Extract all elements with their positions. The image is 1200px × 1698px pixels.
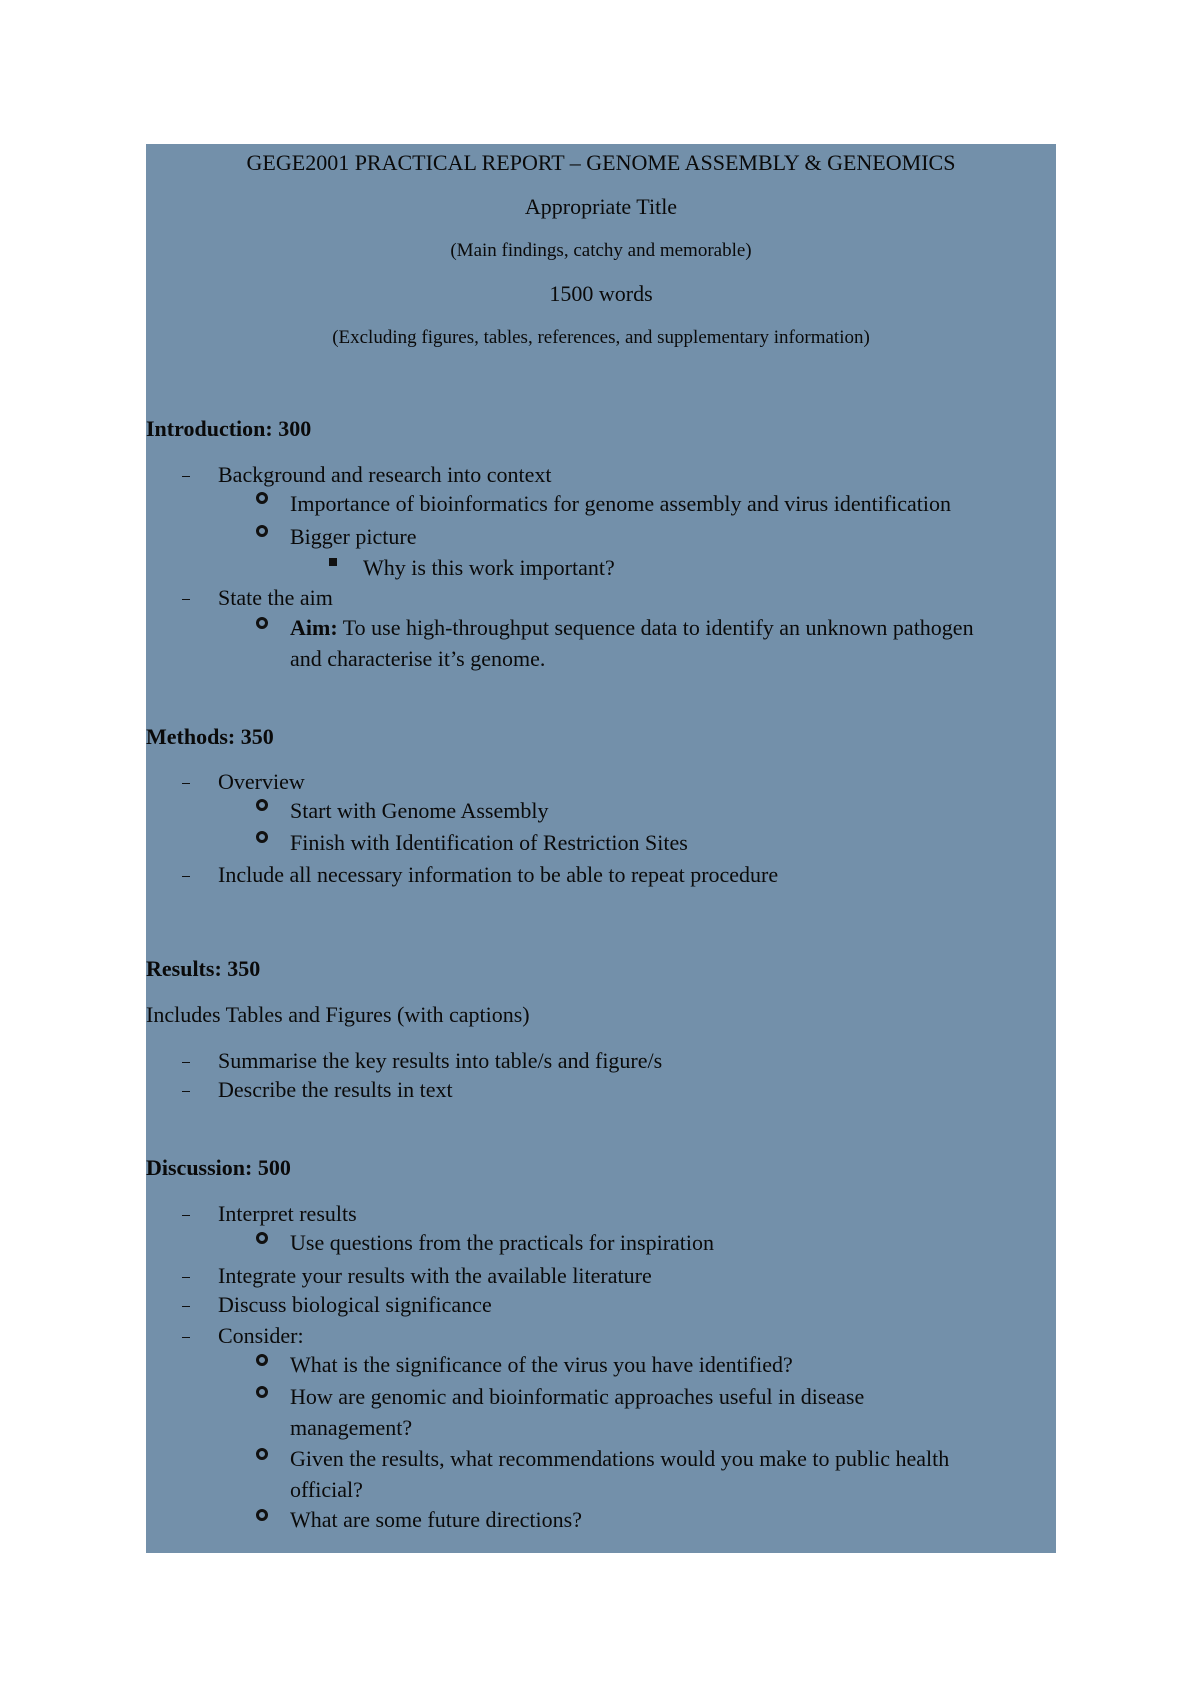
list-item: Integrate your results with the available literature (218, 1263, 652, 1288)
dash-bullet (182, 599, 190, 600)
discussion-heading: Discussion: 500 (146, 1155, 291, 1180)
report-course-title: GEGE2001 PRACTICAL REPORT – GENOME ASSEMBLY & GENEOMICS (246, 150, 956, 175)
list-item: Interpret results (218, 1201, 357, 1226)
list-item: Include all necessary information to be able to repeat procedure (218, 862, 779, 887)
circle-bullet (256, 1232, 268, 1244)
list-item: State the aim (218, 585, 333, 610)
list-item-continued: management? (290, 1415, 413, 1440)
results-intro: Includes Tables and Figures (with captions) (146, 1002, 530, 1027)
list-item: How are genomic and bioinformatic approaches useful in disease (290, 1384, 865, 1409)
circle-bullet (256, 799, 268, 811)
dash-bullet (182, 1062, 190, 1063)
dash-bullet (182, 1277, 190, 1278)
dash-bullet (182, 876, 190, 877)
list-item: Start with Genome Assembly (290, 798, 549, 823)
title-guidance: (Main findings, catchy and memorable) (450, 240, 752, 261)
results-heading: Results: 350 (146, 956, 261, 981)
dash-bullet (182, 476, 190, 477)
dash-bullet (182, 1337, 190, 1338)
introduction-heading: Introduction: 300 (146, 416, 312, 441)
circle-bullet (256, 1448, 268, 1460)
aim-label: Aim: (290, 615, 338, 640)
circle-bullet (256, 1509, 268, 1521)
list-item: Overview (218, 769, 305, 794)
circle-bullet (256, 831, 268, 843)
dash-bullet (182, 1306, 190, 1307)
list-item: Finish with Identification of Restriction Sites (290, 830, 688, 855)
circle-bullet (256, 492, 268, 504)
square-bullet (329, 558, 337, 566)
list-item: Background and research into context (218, 462, 552, 487)
aim-text-continued: and characterise it’s genome. (290, 646, 546, 671)
list-item: Summarise the key results into table/s and figure/s (218, 1048, 663, 1073)
list-item: What are some future directions? (290, 1507, 582, 1532)
list-item: What is the significance of the virus you have identified? (290, 1352, 793, 1377)
list-item: Describe the results in text (218, 1077, 453, 1102)
list-item: Discuss biological significance (218, 1292, 492, 1317)
methods-heading: Methods: 350 (146, 724, 274, 749)
circle-bullet (256, 525, 268, 537)
list-item: Bigger picture (290, 524, 417, 549)
word-count-note: (Excluding figures, tables, references, and supplementary information) (332, 327, 870, 348)
circle-bullet (256, 617, 268, 629)
report-title-placeholder: Appropriate Title (524, 194, 678, 219)
aim-line (290, 613, 974, 643)
word-count: 1500 words (549, 281, 653, 306)
list-item: Importance of bioinformatics for genome assembly and virus identification (290, 491, 952, 516)
dash-bullet (182, 1215, 190, 1216)
dash-bullet (182, 783, 190, 784)
dash-bullet (182, 1091, 190, 1092)
circle-bullet (256, 1354, 268, 1366)
list-item: Given the results, what recommendations would you make to public health (290, 1446, 950, 1471)
list-item: Use questions from the practicals for inspiration (290, 1230, 715, 1255)
aim-text: To use high-throughput sequence data to identify an unknown pathogen (337, 615, 974, 640)
list-item-continued: official? (290, 1477, 363, 1502)
document-panel (146, 144, 1056, 1553)
list-item: Consider: (218, 1323, 304, 1348)
list-item: Why is this work important? (363, 555, 615, 580)
circle-bullet (256, 1386, 268, 1398)
